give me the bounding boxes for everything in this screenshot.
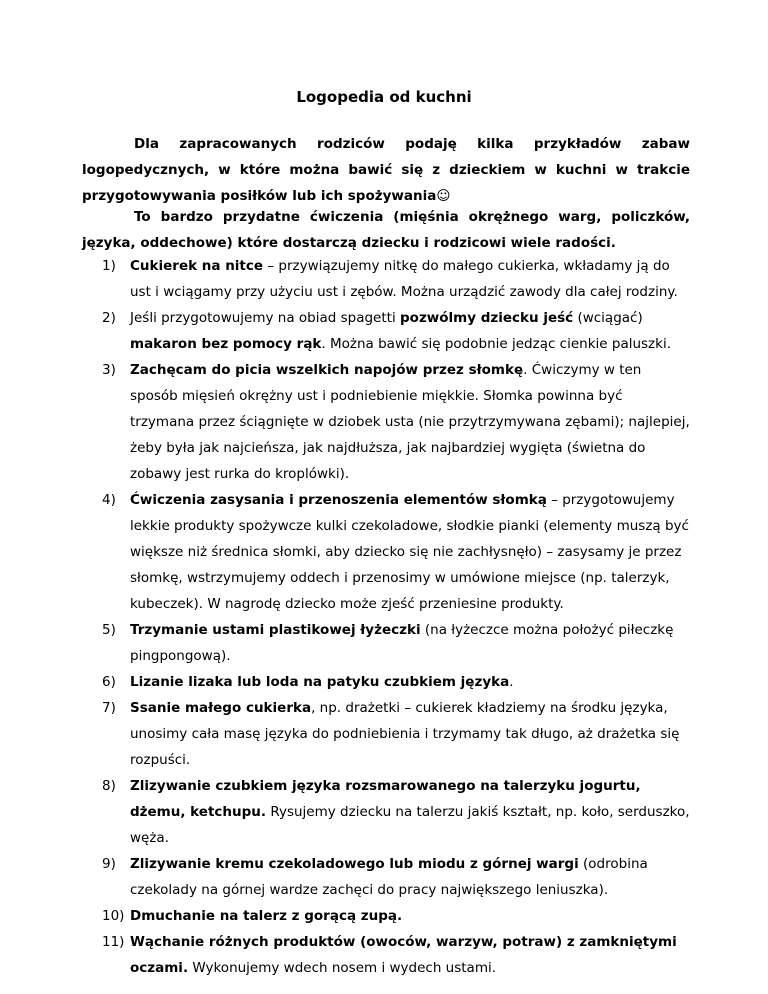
item-text: , np. drażetki – cukierek kładziemy na środku języka, unosimy cała masę języka do podniebienia i trzymamy tak długo, aż drażetka się rozpuści. <box>130 700 680 768</box>
exercise-list <box>82 253 690 981</box>
item-number: 8) <box>102 778 116 794</box>
list-item <box>82 851 690 903</box>
list-item <box>82 903 690 929</box>
item-number: 3) <box>102 362 116 378</box>
item-text: (wciągać) <box>573 310 643 326</box>
item-prefix: Jeśli przygotowujemy na obiad spagetti <box>130 310 400 326</box>
item-number: 7) <box>102 700 116 716</box>
item-text: – przygotowujemy lekkie produkty spożywcze kulki czekoladowe, słodkie pianki (elementy muszą być większe niż średnica słomki, aby dziecko się nie zachłysnęło) – zasysamy je przez słomkę, wstrzymujemy oddech i przenosimy w umówione miejsce (np. talerzyk, kubeczek). W nagrodę dziecko może zjeść przeniesine produkty. <box>130 492 689 612</box>
item-text: . Ćwiczymy w ten sposób mięsień okrężny ust i podniebienie miękkie. Słomka powinna być trzymana przez ściągnięte w dziobek usta (nie przytrzymywana zębami); najlepiej, żeby była jak najcieńsza, jak najdłuższa, jak najbardziej wygięta (świetna do zobawy jest rurka do kroplówki). <box>130 362 690 482</box>
intro-paragraph-2: To bardzo przydatne ćwiczenia (mięśnia okrężnego warg, policzków, języka, oddechowe) które dostarczą dziecku i rodzicowi wiele radości. <box>82 209 690 251</box>
list-item <box>82 773 690 851</box>
page-title: Logopedia od kuchni <box>296 88 472 106</box>
item-number: 4) <box>102 492 116 508</box>
item-number: 2) <box>102 310 116 326</box>
item-heading-2: makaron bez pomocy rąk <box>130 336 322 352</box>
item-text: – przywiązujemy nitkę do małego cukierka, wkładamy ją do ust i wciągamy przy użyciu ust i zębów. Można urządzić zawody dla całej rodziny. <box>130 258 678 300</box>
item-number: 11) <box>102 934 125 950</box>
intro-paragraph-1: Dla zapracowanych rodziców podaję kilka przykładów zabaw logopedycznych, w które można bawić się z dzieckiem w kuchni w trakcie przygotowywania posiłków lub ich spożywania☺ <box>82 136 690 204</box>
item-number: 10) <box>102 908 125 924</box>
item-heading: Zlizywanie czubkiem języka rozsmarowanego na talerzyku jogurtu, dżemu, ketchupu. <box>130 778 641 820</box>
item-text: Wykonujemy wdech nosem i wydech ustami. <box>188 960 497 976</box>
item-text: Rysujemy dziecku na talerzu jakiś kształt, np. koło, serduszko, węża. <box>130 804 690 846</box>
item-number: 1) <box>102 258 116 274</box>
item-heading: Trzymanie ustami plastikowej łyżeczki <box>130 622 421 638</box>
item-suffix: . Można bawić się podobnie jedząc cienkie paluszki. <box>321 336 672 352</box>
item-number: 9) <box>102 856 116 872</box>
item-number: 6) <box>102 674 116 690</box>
item-heading: Zlizywanie kremu czekoladowego lub miodu z górnej wargi <box>130 856 579 872</box>
item-text: (odrobina czekolady na górnej wardze zachęci do pracy największego leniuszka). <box>130 856 648 898</box>
list-item <box>82 929 690 981</box>
item-heading: Wąchanie różnych produktów (owoców, warzyw, potraw) z zamkniętymi oczami. <box>130 934 677 976</box>
item-text: . <box>509 674 514 690</box>
list-item <box>82 253 690 305</box>
list-item <box>82 695 690 773</box>
item-heading: Zachęcam do picia wszelkich napojów przez słomkę <box>130 362 524 378</box>
list-item <box>82 305 690 357</box>
item-heading: Ćwiczenia zasysania i przenoszenia elementów słomką <box>130 492 547 508</box>
list-item <box>82 487 690 617</box>
list-item <box>82 617 690 669</box>
item-number: 5) <box>102 622 116 638</box>
item-heading: Ssanie małego cukierka <box>130 700 312 716</box>
item-text: (na łyżeczce można położyć piłeczkę pingpongową). <box>130 622 674 664</box>
list-item <box>82 669 690 695</box>
list-item <box>82 357 690 487</box>
item-heading: Lizanie lizaka lub loda na patyku czubkiem języka <box>130 674 510 690</box>
item-heading: Cukierek na nitce <box>130 258 264 274</box>
item-heading: Dmuchanie na talerz z gorącą zupą. <box>130 908 403 924</box>
item-heading: pozwólmy dziecku jeść <box>400 310 574 326</box>
